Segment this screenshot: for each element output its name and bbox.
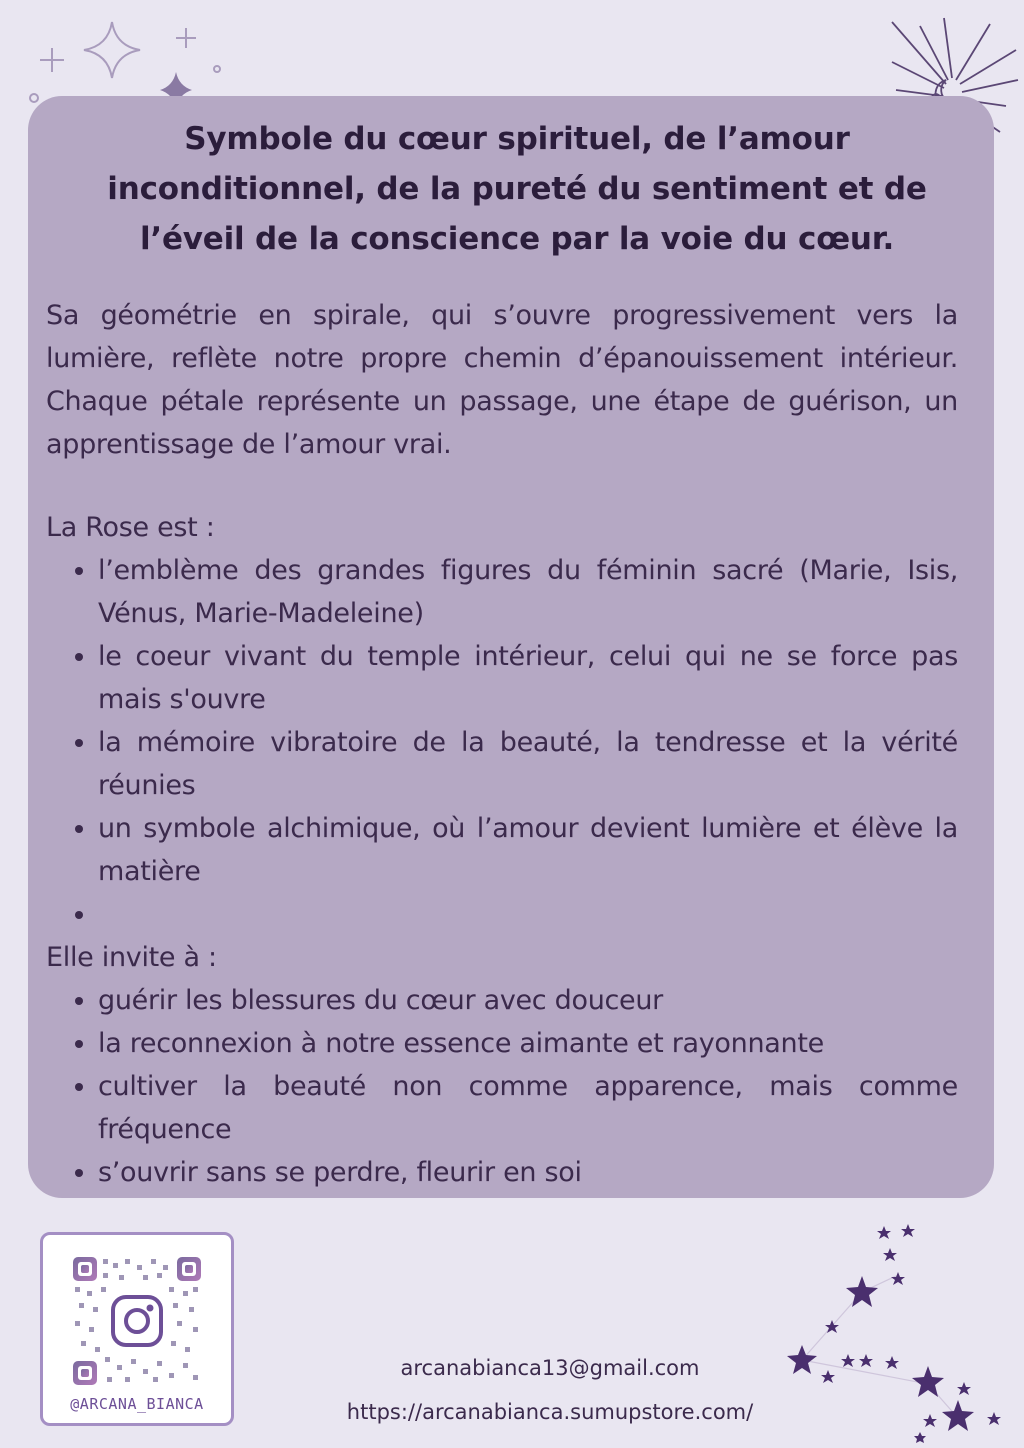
list-item: • cultiver la beauté non comme apparence, mais comme fréquence [98,1065,958,1151]
list-item: • un symbole alchimique, où l’amour devient lumière et élève la matière [98,807,958,893]
store-url-link[interactable]: https://arcanabianca.sumupstore.com/ [346,1400,754,1424]
invite-list [46,979,958,1194]
list-item: • s’ouvrir sans se perdre, fleurir en soi [98,1151,958,1194]
list-item: • le coeur vivant du temple intérieur, celui qui ne se force pas mais s'ouvre [98,635,958,721]
rose-label: La Rose est : [46,512,215,543]
intro-paragraph: Sa géométrie en spirale, qui s’ouvre progressivement vers la lumière, reflète notre propre chemin d’épanouissement intérieur. Chaque pétale représente un passage, une étape de guérison, un apprentissage de l’amour vrai. [46,300,958,460]
list-item: • l’emblème des grandes figures du féminin sacré (Marie, Isis, Vénus, Marie-Madeleine) [98,549,958,635]
invite-label: Elle invite à : [46,942,217,973]
instagram-icon [113,1297,161,1345]
instagram-handle: @ARCANA_BIANCA [70,1395,204,1413]
content-body [46,294,958,1194]
rose-list [46,549,958,936]
list-item-empty [98,893,958,936]
list-item: • la mémoire vibratoire de la beauté, la tendresse et la vérité réunies [98,721,958,807]
list-item: • guérir les blessures du cœur avec douceur [98,979,958,1022]
content-card [28,96,994,1198]
page-title: Symbole du cœur spirituel, de l’amour inconditionnel, de la pureté du sentiment et de l’éveil de la conscience par la voie du cœur. [107,121,927,257]
instagram-qr-card[interactable] [40,1232,234,1426]
email-link[interactable]: arcanabianca13@gmail.com [400,1356,700,1380]
qr-code-icon [73,1257,201,1385]
list-item: • la reconnexion à notre essence aimante et rayonnante [98,1022,958,1065]
